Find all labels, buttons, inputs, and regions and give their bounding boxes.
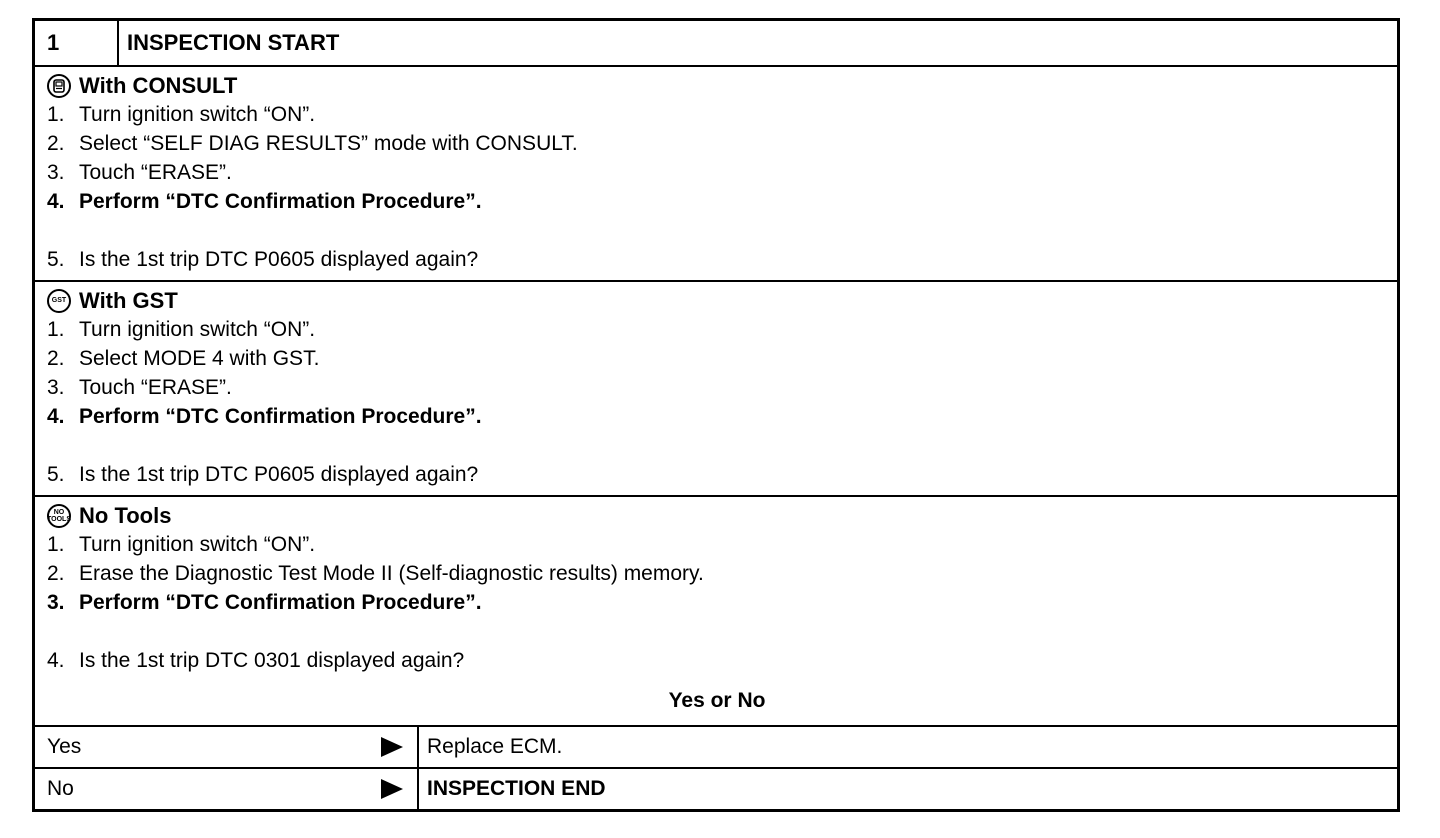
step-item: 4. Is the 1st trip DTC 0301 displayed again?: [47, 648, 465, 672]
gst-tool-icon: GST: [47, 289, 71, 313]
result-row-yes: [35, 727, 1397, 769]
consult-tool-icon: [47, 74, 71, 98]
no-tools-icon: NO TOOLS: [47, 504, 71, 528]
step-item: 5. Is the 1st trip DTC P0605 displayed again?: [47, 247, 479, 271]
step-item: 3. Perform “DTC Confirmation Procedure”.: [47, 590, 482, 614]
step-item: 3. Touch “ERASE”.: [47, 375, 232, 399]
yes-or-no-label: Yes or No: [668, 689, 766, 712]
result-action: Replace ECM.: [427, 735, 563, 758]
section-with-gst: [35, 282, 1397, 497]
section-with-consult: [35, 67, 1397, 282]
result-answer-cell: [35, 727, 419, 767]
step-item: 1. Turn ignition switch “ON”.: [47, 317, 316, 341]
section-heading: [47, 286, 1387, 315]
result-answer-cell: [35, 769, 419, 809]
step-number: 1: [35, 21, 119, 65]
step-item: 3. Touch “ERASE”.: [47, 160, 232, 184]
step-item: 2. Select “SELF DIAG RESULTS” mode with CONSULT.: [47, 131, 578, 155]
result-row-no: [35, 769, 1397, 809]
result-answer: Yes: [47, 735, 82, 758]
table-header: [35, 21, 1397, 67]
step-item: 1. Turn ignition switch “ON”.: [47, 532, 316, 556]
step-item: 1. Turn ignition switch “ON”.: [47, 102, 316, 126]
section-heading-label: With CONSULT: [79, 72, 238, 98]
step-item: 4. Perform “DTC Confirmation Procedure”.: [47, 189, 482, 213]
section-heading-label: With GST: [79, 287, 178, 313]
section-heading: [47, 501, 1387, 530]
section-heading-label: No Tools: [79, 502, 172, 528]
step-item: 5. Is the 1st trip DTC P0605 displayed again?: [47, 462, 479, 486]
inspection-table: [32, 18, 1400, 812]
arrow-right-icon: [381, 779, 403, 799]
section-heading: [47, 71, 1387, 100]
result-action: INSPECTION END: [427, 777, 606, 800]
arrow-right-icon: [381, 737, 403, 757]
result-answer: No: [47, 777, 74, 800]
step-item: 2. Erase the Diagnostic Test Mode II (Self-diagnostic results) memory.: [47, 561, 704, 585]
step-title: INSPECTION START: [127, 30, 340, 55]
section-no-tools: [35, 497, 1397, 727]
step-item: 4. Perform “DTC Confirmation Procedure”.: [47, 404, 482, 428]
step-item: 2. Select MODE 4 with GST.: [47, 346, 320, 370]
